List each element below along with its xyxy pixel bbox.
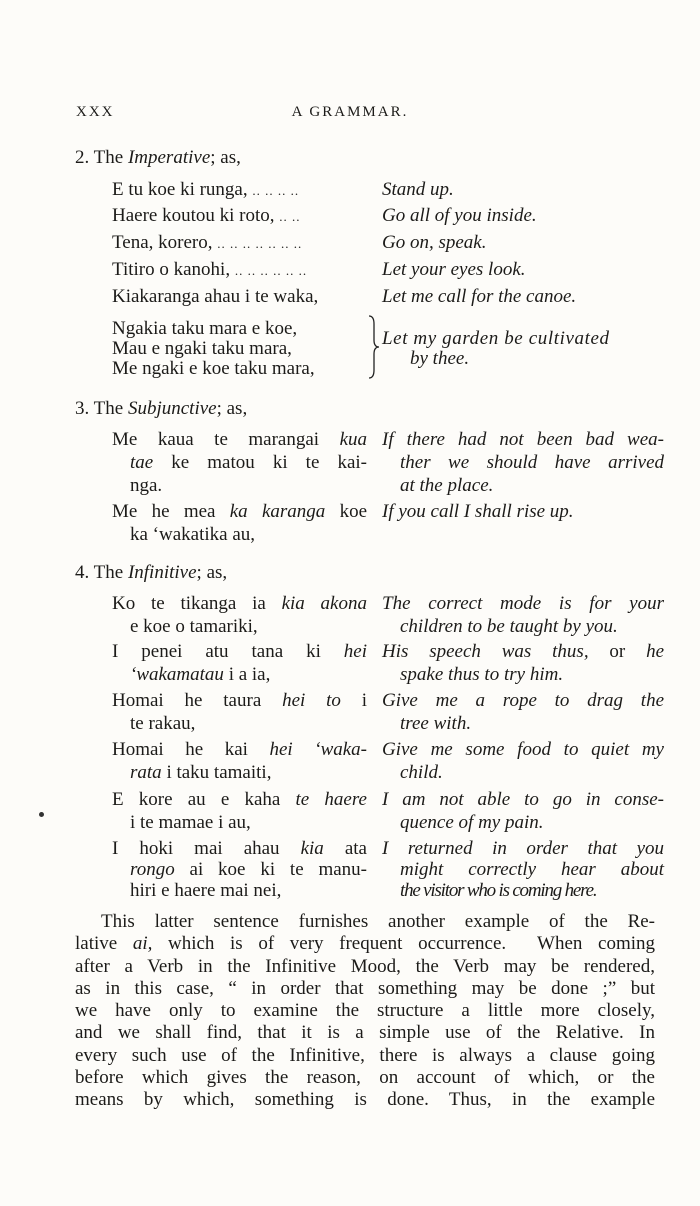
maori-line: ‘wakamatau i a ia,: [130, 664, 271, 685]
paragraph-line: lative ai, which is of very frequent occurrence. When coming: [75, 933, 656, 955]
maori-line: Me he mea ka karanga koe: [112, 501, 368, 522]
maori-text: Titiro o kanohi, .. .. .. .. .. ..: [112, 259, 308, 280]
running-header: [0, 104, 700, 126]
maori-text: Haere koutou ki roto, .. ..: [112, 205, 301, 226]
maori-line: i te mamae i au,: [130, 812, 251, 833]
maori-line: Homai he kai hei ‘waka-: [112, 739, 367, 760]
english-line: spake thus to try him.: [400, 664, 564, 685]
maori-line: rata i taku tamaiti,: [130, 762, 272, 783]
english-line: Give me some food to quiet my: [382, 739, 664, 760]
margin-mark: [39, 812, 44, 817]
maori-line: rongo ai koe ki te manu-: [130, 859, 367, 880]
maori-line: Mau e ngaki taku mara,: [112, 338, 292, 359]
english-translation: Let me call for the canoe.: [382, 286, 577, 307]
english-line: The correct mode is for your: [382, 593, 664, 614]
english-translation: Stand up.: [382, 179, 454, 200]
maori-text: E tu koe ki runga, .. .. .. ..: [112, 179, 300, 200]
paragraph-line: every such use of the Infinitive, there is always a clause going: [75, 1044, 655, 1066]
english-translation: Let your eyes look.: [382, 259, 526, 280]
english-line: children to be taught by you.: [400, 616, 618, 637]
english-line: Give me a rope to drag the: [382, 690, 664, 711]
paragraph-line: and we shall find, that it is a simple use of the Relative. In: [75, 1022, 655, 1044]
maori-line: E kore au e kaha te haere: [112, 789, 367, 810]
english-line: I returned in order that you: [382, 838, 664, 859]
maori-line: nga.: [130, 475, 163, 496]
body-paragraph: [75, 911, 655, 1112]
english-translation: Go all of you inside.: [382, 205, 537, 226]
english-line: child.: [400, 762, 443, 783]
english-line: Let my garden be cultivated: [382, 328, 610, 349]
maori-line: Ko te tikanga ia kia akona: [112, 593, 367, 614]
english-line: ther we should have arrived: [400, 452, 664, 473]
english-line: might correctly hear about: [400, 859, 664, 880]
curly-brace-icon: [366, 314, 382, 380]
maori-line: Homai he taura hei to i: [112, 690, 367, 711]
maori-line: hiri e haere mai nei,: [130, 880, 282, 901]
paragraph-line: before which gives the reason, on account of which, or the: [75, 1067, 655, 1089]
maori-line: I penei atu tana ki hei: [112, 641, 367, 662]
english-translation: Go on, speak.: [382, 232, 487, 253]
running-title: A GRAMMAR.: [291, 104, 409, 120]
english-line: by thee.: [410, 348, 470, 369]
maori-line: Me ngaki e koe taku mara,: [112, 358, 315, 379]
english-line: If there had not been bad wea-: [382, 429, 664, 450]
english-line: at the place.: [400, 475, 494, 496]
paragraph-line: after a Verb in the Infinitive Mood, the Verb may be rendered,: [75, 955, 655, 977]
maori-line: ka ‘wakatika au,: [130, 524, 256, 545]
paragraph-line: as in this case, “ in order that something may be done ;” but: [75, 977, 655, 999]
maori-text: Kiakaranga ahau i te waka,: [112, 286, 319, 307]
maori-line: Ngakia taku mara e koe,: [112, 318, 298, 339]
english-line: quence of my pain.: [400, 812, 544, 833]
english-line: If you call I shall rise up.: [382, 501, 574, 522]
maori-line: e koe o tamariki,: [130, 616, 258, 637]
maori-line: I hoki mai ahau kia ata: [112, 838, 367, 859]
section-heading-subjunctive: 3. The Subjunctive; as,: [75, 398, 248, 419]
english-line: tree with.: [400, 713, 472, 734]
english-line: I am not able to go in conse-: [382, 789, 664, 810]
maori-line: Me kaua te marangai kua: [112, 429, 367, 450]
english-line: His speech was thus, or he: [382, 641, 664, 662]
maori-line: te rakau,: [130, 713, 196, 734]
section-heading-imperative: 2. The Imperative; as,: [75, 147, 241, 168]
section-heading-infinitive: 4. The Infinitive; as,: [75, 562, 228, 583]
paragraph-line: means by which, something is done. Thus, in the example: [75, 1089, 655, 1111]
english-line: the visitor who is coming here.: [400, 880, 597, 901]
paragraph-line: This latter sentence furnishes another example of the Re-: [101, 911, 655, 932]
maori-line: tae ke matou ki te kai-: [130, 452, 367, 473]
paragraph-line: we have only to examine the structure a little more closely,: [75, 1000, 655, 1022]
page-number: XXX: [76, 104, 115, 120]
maori-text: Tena, korero, .. .. .. .. .. .. ..: [112, 232, 303, 253]
